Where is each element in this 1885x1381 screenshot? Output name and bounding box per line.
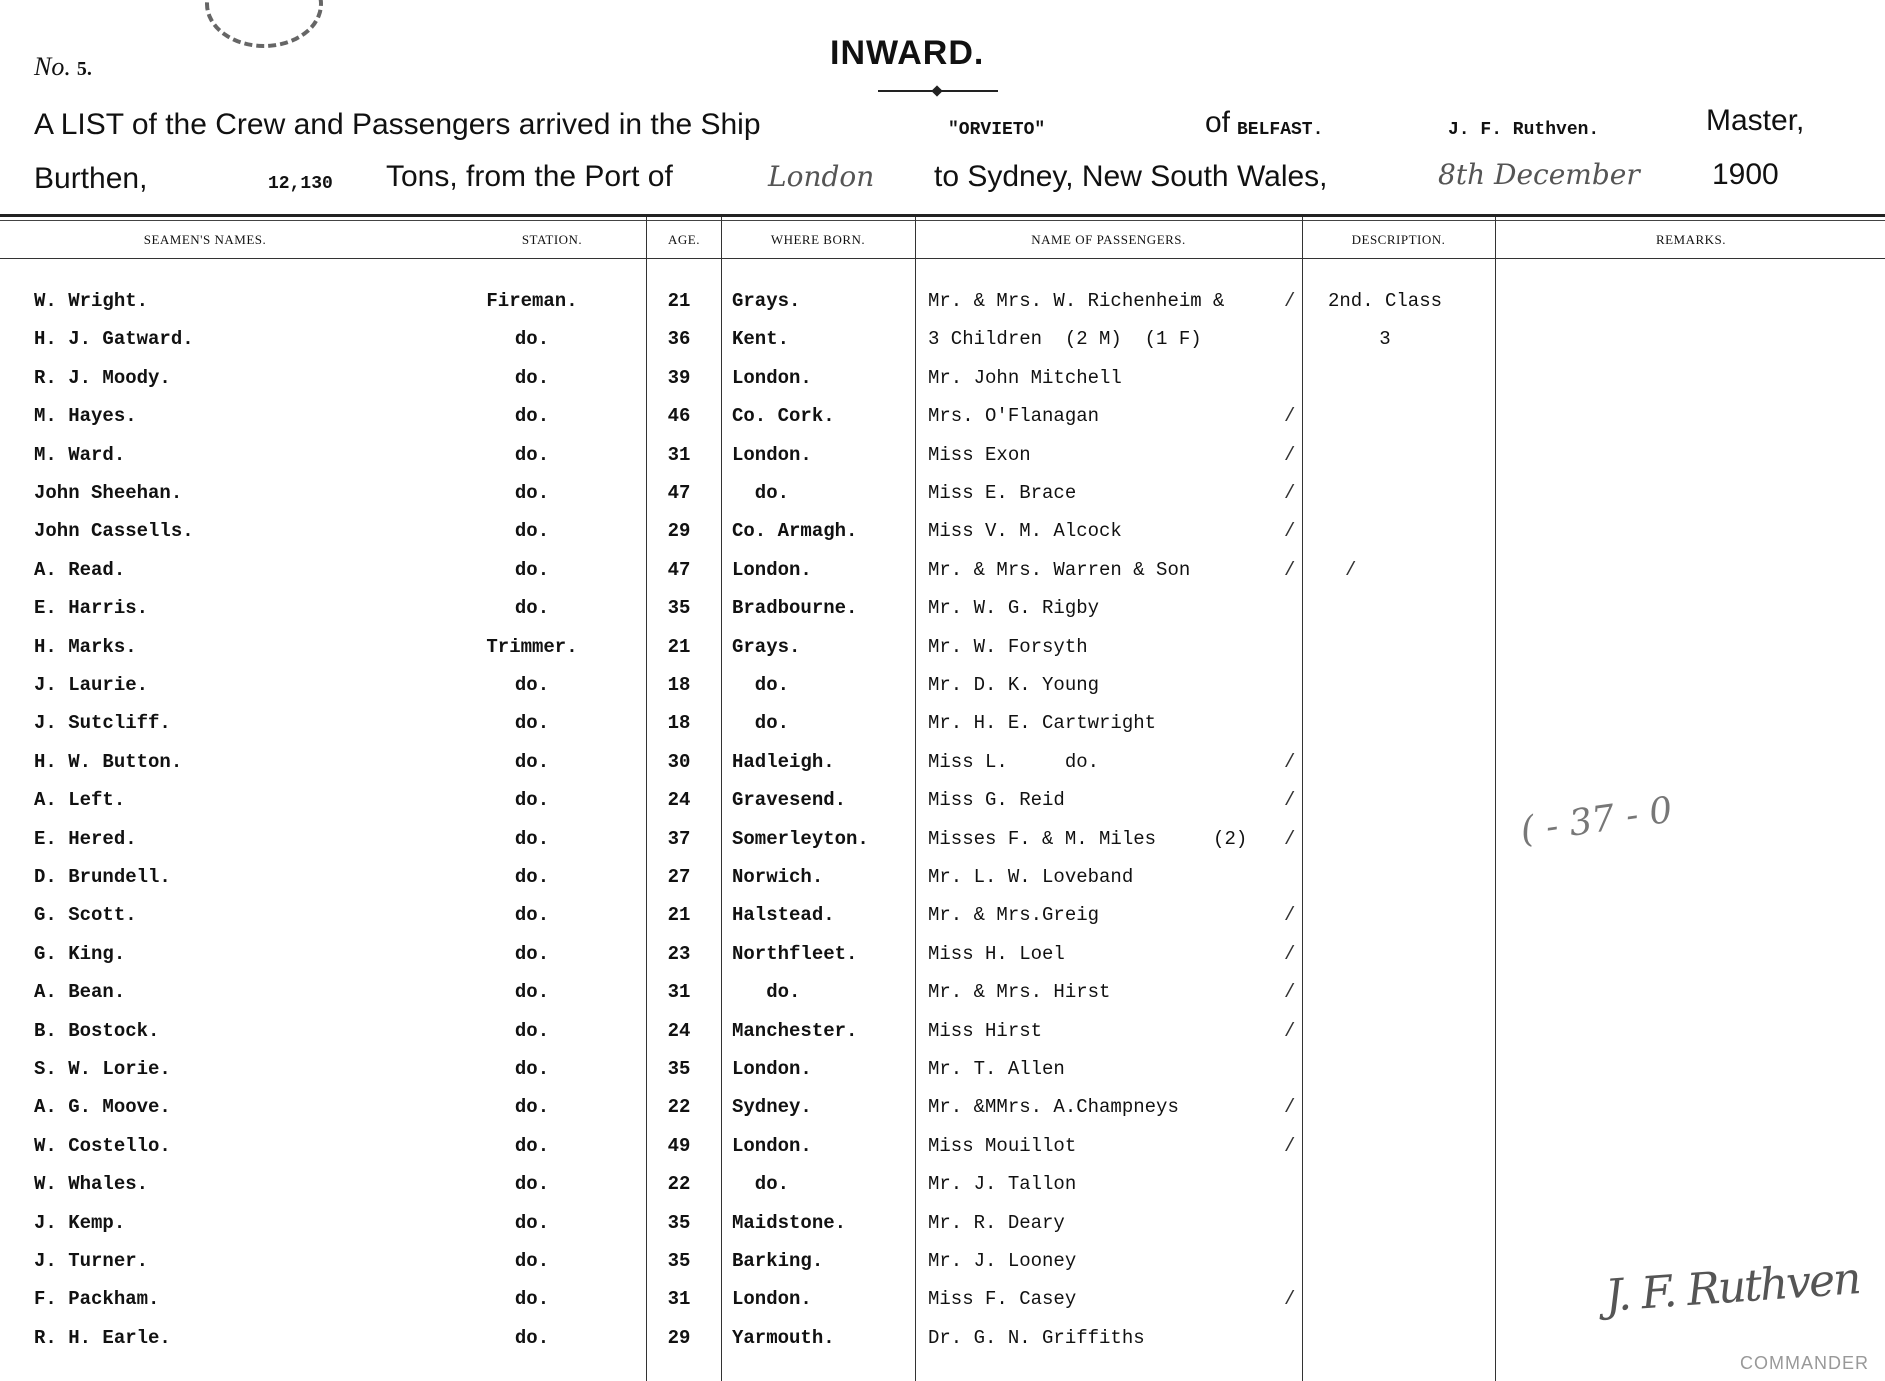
table-row [0, 1020, 1885, 1046]
station: do. [514, 366, 550, 389]
birthplace: Manchester. [732, 1019, 858, 1042]
age: 35 [667, 597, 691, 620]
master-name: J. F. Ruthven. [1448, 120, 1600, 140]
birthplace: Yarmouth. [732, 1326, 835, 1349]
seaman-name: G. Scott. [34, 904, 137, 927]
age: 21 [667, 635, 691, 658]
burthen-value: 12,130 [268, 174, 333, 194]
passenger-name: Miss Exon [928, 443, 1031, 466]
table-row [0, 520, 1885, 546]
arrival-year: 1900 [1712, 158, 1779, 191]
seaman-name: W. Wright. [34, 290, 149, 312]
seaman-name: S. W. Lorie. [34, 1058, 171, 1080]
birthplace: Maidstone. [732, 1211, 847, 1234]
column-header-seamen: SEAMEN'S NAMES. [143, 232, 267, 247]
age: 29 [667, 1326, 691, 1349]
column-header-born: WHERE BORN. [770, 232, 866, 247]
passenger-name: Miss E. Brace [928, 482, 1077, 504]
page-title: INWARD. [830, 34, 985, 72]
table-row [0, 444, 1885, 470]
passenger-name: 3 Children (2 M) (1 F) [928, 328, 1202, 351]
station: do. [514, 712, 550, 735]
table-row [0, 751, 1885, 777]
passenger-name: Mr. L. W. Loveband [928, 866, 1134, 888]
seaman-name: J. Kemp. [34, 1211, 126, 1234]
age: 22 [667, 1173, 691, 1196]
age: 49 [667, 1134, 691, 1157]
station: do. [514, 827, 550, 850]
station: do. [514, 1173, 550, 1196]
table-row [0, 866, 1885, 892]
burthen-label: Burthen, [34, 162, 148, 195]
table-row [0, 712, 1885, 738]
birthplace: Norwich. [732, 866, 824, 888]
passenger-name: Mr. R. Deary [928, 1211, 1065, 1234]
table-row [0, 1327, 1885, 1353]
table-row [0, 1096, 1885, 1122]
seaman-name: F. Packham. [34, 1288, 160, 1311]
station: Fireman. [486, 290, 578, 312]
description: 3 [1379, 328, 1391, 351]
master-signature: J. F. Ruthven [1603, 1253, 1862, 1322]
birthplace: Bradbourne. [732, 597, 858, 620]
age: 29 [667, 520, 691, 543]
passenger-name: Miss V. M. Alcock [928, 520, 1122, 543]
age: 35 [667, 1250, 691, 1272]
birthplace: Halstead. [732, 904, 835, 927]
table-row [0, 1250, 1885, 1276]
check-mark: / [1284, 520, 1296, 543]
check-mark: / [1284, 942, 1296, 965]
passenger-name: Mr. T. Allen [928, 1058, 1065, 1080]
check-mark: / [1284, 981, 1296, 1004]
passenger-name: Misses F. & M. Miles (2) [928, 827, 1248, 850]
table-row [0, 1212, 1885, 1238]
age: 18 [667, 712, 691, 735]
age: 47 [667, 482, 691, 504]
station: do. [514, 1019, 550, 1042]
seaman-name: John Sheehan. [34, 482, 183, 504]
station: do. [514, 1096, 550, 1119]
passenger-name: Mr. J. Tallon [928, 1173, 1077, 1196]
title-ornament [878, 90, 998, 92]
birthplace: London. [732, 1288, 812, 1311]
passenger-name: Mr. & Mrs. Warren & Son [928, 558, 1191, 581]
birthplace: Barking. [732, 1250, 824, 1272]
station: do. [514, 1326, 550, 1349]
passenger-name: Mr. W. Forsyth [928, 635, 1088, 658]
birthplace: do. [732, 1173, 790, 1196]
passenger-name: Mr. John Mitchell [928, 366, 1122, 389]
check-mark: / [1284, 405, 1296, 428]
passenger-name: Mr. J. Looney [928, 1250, 1077, 1272]
station: do. [514, 558, 550, 581]
column-header-passengers: NAME OF PASSENGERS. [1031, 232, 1186, 247]
passenger-name: Miss Hirst [928, 1019, 1043, 1042]
seaman-name: J. Sutcliff. [34, 712, 171, 735]
birthplace: Somerleyton. [732, 827, 869, 850]
table-row [0, 290, 1885, 316]
port-of-registry: BELFAST. [1237, 120, 1324, 140]
column-header-remarks: REMARKS. [1655, 232, 1727, 247]
station: do. [514, 482, 550, 504]
age: 24 [667, 1019, 691, 1042]
table-row [0, 597, 1885, 623]
station: do. [514, 328, 550, 351]
port-stamp [205, 0, 323, 48]
birthplace: do. [732, 482, 790, 504]
birthplace: Sydney. [732, 1096, 812, 1119]
passenger-name: Mrs. O'Flanagan [928, 405, 1100, 428]
check-mark: / [1284, 1134, 1296, 1157]
age: 24 [667, 789, 691, 812]
passenger-name: Mr. & Mrs. Hirst [928, 981, 1111, 1004]
check-mark: / [1284, 904, 1296, 927]
birthplace: London. [732, 1134, 812, 1157]
age: 18 [667, 674, 691, 696]
passenger-name: Mr. & Mrs. W. Richenheim & [928, 290, 1225, 312]
table-row [0, 1058, 1885, 1084]
seaman-name: J. Turner. [34, 1250, 149, 1272]
age: 39 [667, 366, 691, 389]
birthplace: Grays. [732, 290, 801, 312]
seaman-name: W. Whales. [34, 1173, 149, 1196]
of-label: of [1205, 106, 1231, 139]
passenger-name: Mr. W. G. Rigby [928, 597, 1100, 620]
birthplace: Northfleet. [732, 942, 858, 965]
station: do. [514, 904, 550, 927]
check-mark: / [1284, 789, 1296, 812]
seaman-name: R. H. Earle. [34, 1326, 171, 1349]
master-label: Master, [1706, 104, 1805, 137]
seaman-name: H. W. Button. [34, 750, 183, 773]
station: do. [514, 942, 550, 965]
column-header-station: STATION. [521, 232, 583, 247]
station: do. [514, 981, 550, 1004]
age: 31 [667, 443, 691, 466]
station: do. [514, 1250, 550, 1272]
age: 21 [667, 904, 691, 927]
destination-text: to Sydney, New South Wales, [934, 160, 1328, 193]
birthplace: London. [732, 443, 812, 466]
age: 21 [667, 290, 691, 312]
description-mark: / [1345, 558, 1357, 581]
age: 36 [667, 328, 691, 351]
table-row [0, 943, 1885, 969]
birthplace: Grays. [732, 635, 801, 658]
birthplace: Co. Armagh. [732, 520, 858, 543]
doc-no-label: No. [34, 52, 71, 81]
passenger-name: Mr. & Mrs.Greig [928, 904, 1100, 927]
table-top-rule-thin [0, 220, 1885, 221]
birthplace: London. [732, 1058, 812, 1080]
age: 37 [667, 827, 691, 850]
passenger-name: Miss F. Casey [928, 1288, 1077, 1311]
age: 31 [667, 981, 691, 1004]
check-mark: / [1284, 558, 1296, 581]
station: do. [514, 405, 550, 428]
check-mark: / [1284, 750, 1296, 773]
table-row [0, 981, 1885, 1007]
remarks-handwritten-note: ( - 37 - 0 [1517, 789, 1675, 852]
birthplace: do. [732, 674, 790, 696]
station: do. [514, 1058, 550, 1080]
age: 47 [667, 558, 691, 581]
birthplace: Co. Cork. [732, 405, 835, 428]
seaman-name: E. Harris. [34, 597, 149, 620]
passenger-name: Miss L. do. [928, 750, 1100, 773]
birthplace: do. [732, 981, 801, 1004]
birthplace: Hadleigh. [732, 750, 835, 773]
seaman-name: A. Left. [34, 789, 126, 812]
station: Trimmer. [486, 635, 578, 658]
station: do. [514, 789, 550, 812]
station: do. [514, 1134, 550, 1157]
check-mark: / [1284, 443, 1296, 466]
seaman-name: M. Hayes. [34, 405, 137, 428]
document-number [34, 52, 92, 82]
station: do. [514, 443, 550, 466]
check-mark: / [1284, 290, 1296, 312]
doc-no-value: 5. [76, 58, 92, 80]
seaman-name: J. Laurie. [34, 674, 149, 696]
table-row [0, 367, 1885, 393]
seaman-name: B. Bostock. [34, 1019, 160, 1042]
column-header-age: AGE. [668, 232, 700, 247]
birthplace: Gravesend. [732, 789, 847, 812]
seaman-name: M. Ward. [34, 443, 126, 466]
age: 23 [667, 942, 691, 965]
table-header-rule [0, 258, 1885, 259]
ship-name: "ORVIETO" [948, 120, 1046, 140]
station: do. [514, 1211, 550, 1234]
check-mark: / [1284, 482, 1296, 504]
header-line1-prefix: A LIST of the Crew and Passengers arrived in the Ship [34, 108, 761, 141]
age: 27 [667, 866, 691, 888]
check-mark: / [1284, 1096, 1296, 1119]
station: do. [514, 597, 550, 620]
table-row [0, 904, 1885, 930]
station: do. [514, 520, 550, 543]
seaman-name: A. G. Moove. [34, 1096, 171, 1119]
table-row [0, 482, 1885, 508]
seaman-name: John Cassells. [34, 520, 194, 543]
arrival-date-handwritten: 8th December [1438, 158, 1640, 191]
station: do. [514, 866, 550, 888]
age: 30 [667, 750, 691, 773]
birthplace: London. [732, 366, 812, 389]
age: 46 [667, 405, 691, 428]
birthplace: London. [732, 558, 812, 581]
table-row [0, 636, 1885, 662]
from-port-handwritten: London [768, 160, 875, 193]
check-mark: / [1284, 827, 1296, 850]
age: 31 [667, 1288, 691, 1311]
description: 2nd. Class [1327, 290, 1443, 312]
commander-label: COMMANDER [1740, 1353, 1869, 1373]
seaman-name: H. J. Gatward. [34, 328, 194, 351]
check-mark: / [1284, 1019, 1296, 1042]
station: do. [514, 674, 550, 696]
passenger-name: Miss G. Reid [928, 789, 1065, 812]
table-row [0, 405, 1885, 431]
age: 35 [667, 1211, 691, 1234]
age: 22 [667, 1096, 691, 1119]
table-row [0, 328, 1885, 354]
passenger-name: Dr. G. N. Griffiths [928, 1326, 1145, 1349]
passenger-name: Miss Mouillot [928, 1134, 1077, 1157]
passenger-name: Mr. H. E. Cartwright [928, 712, 1157, 735]
table-row [0, 559, 1885, 585]
table-row [0, 1288, 1885, 1314]
passenger-name: Mr. &MMrs. A.Champneys [928, 1096, 1179, 1119]
seaman-name: D. Brundell. [34, 866, 171, 888]
check-mark: / [1284, 1288, 1296, 1311]
seaman-name: H. Marks. [34, 635, 137, 658]
passenger-name: Mr. D. K. Young [928, 674, 1100, 696]
table-top-rule [0, 214, 1885, 217]
seaman-name: A. Read. [34, 558, 126, 581]
seaman-name: G. King. [34, 942, 126, 965]
age: 35 [667, 1058, 691, 1080]
table-row [0, 1173, 1885, 1199]
seaman-name: W. Costello. [34, 1134, 171, 1157]
table-row [0, 1135, 1885, 1161]
birthplace: do. [732, 712, 790, 735]
station: do. [514, 750, 550, 773]
table-row [0, 674, 1885, 700]
column-header-description: DESCRIPTION. [1351, 232, 1446, 247]
station: do. [514, 1288, 550, 1311]
seaman-name: R. J. Moody. [34, 366, 171, 389]
birthplace: Kent. [732, 328, 790, 351]
tons-from-label: Tons, from the Port of [386, 160, 673, 193]
passenger-name: Miss H. Loel [928, 942, 1065, 965]
seaman-name: E. Hered. [34, 827, 137, 850]
seaman-name: A. Bean. [34, 981, 126, 1004]
